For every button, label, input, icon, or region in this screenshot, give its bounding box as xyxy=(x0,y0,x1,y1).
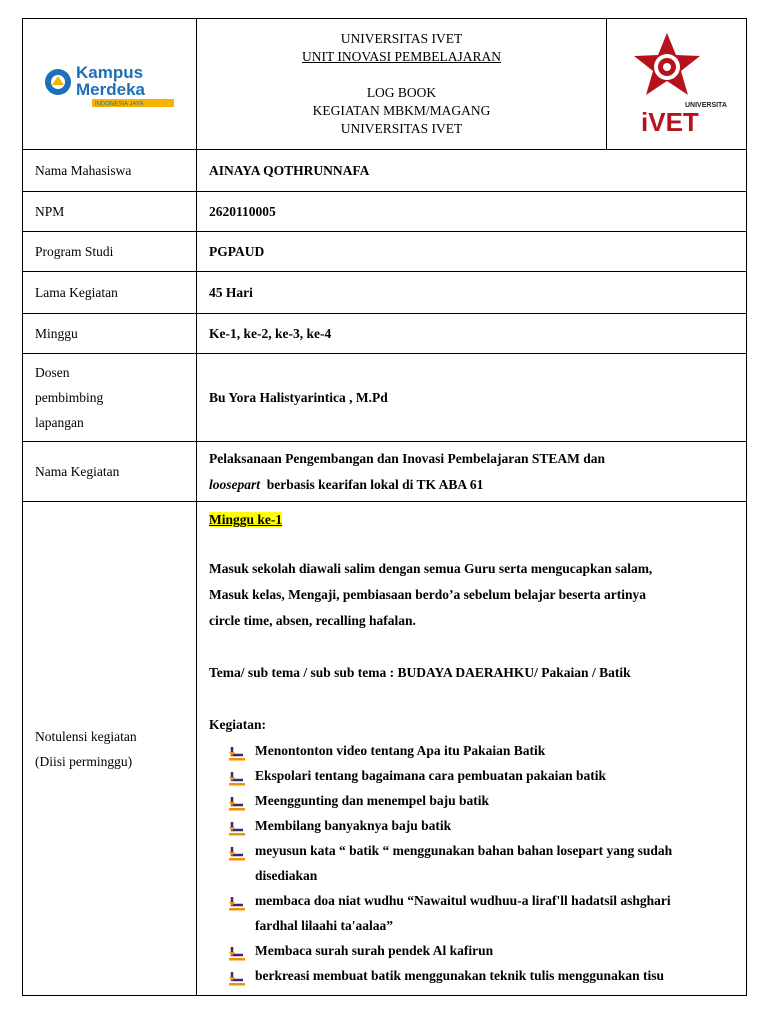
field-value: AINAYA QOTHRUNNAFA xyxy=(197,150,747,192)
arrow-bullet-icon xyxy=(229,944,245,958)
field-row xyxy=(23,192,747,232)
activity-item xyxy=(229,788,734,813)
logo-merdeka-text: Merdeka xyxy=(75,80,145,99)
field-label: Nama Mahasiswa xyxy=(23,150,197,192)
logo-indonesia-jaya-text: INDONESIA JAYA xyxy=(94,101,143,108)
unit-name: UNIT INOVASI PEMBELAJARAN xyxy=(301,49,501,64)
logbook-sheet xyxy=(22,18,746,996)
university-name: UNIVERSITAS IVET xyxy=(340,31,463,46)
activities-heading: Kegiatan: xyxy=(209,717,266,732)
field-label: Minggu xyxy=(23,314,197,354)
activity-text: Ekspolari tentang bagaimana cara pembuatan pakaian batik xyxy=(255,768,607,783)
activity-item xyxy=(229,838,734,863)
dosen-value: Bu Yora Halistyarintica , M.Pd xyxy=(197,354,747,442)
field-value: 2620110005 xyxy=(197,192,747,232)
arrow-bullet-icon xyxy=(229,894,245,908)
activity-item-continuation xyxy=(229,863,734,888)
notes-paragraph-line: Masuk sekolah diawali salim dengan semua Guru serta mengucapkan salam, xyxy=(209,561,653,576)
notes-paragraph-line: circle time, absen, recalling hafalan. xyxy=(209,613,416,628)
arrow-bullet-icon xyxy=(229,744,245,758)
activity-text: Membilang banyaknya baju batik xyxy=(255,818,452,833)
doc-subtitle: KEGIATAN MBKM/MAGANG xyxy=(312,103,491,118)
field-row xyxy=(23,314,747,354)
kegiatan-line xyxy=(209,472,734,498)
dosen-row xyxy=(23,354,747,442)
notulensi-label xyxy=(23,502,197,996)
kegiatan-row xyxy=(23,442,747,502)
activity-item xyxy=(229,963,734,988)
ivet-logo-cell xyxy=(607,19,747,150)
activity-text: Meenggunting dan menempel baju batik xyxy=(255,793,490,808)
field-row xyxy=(23,272,747,314)
kegiatan-line: Pelaksanaan Pengembangan dan Inovasi Pembelajaran STEAM dan xyxy=(209,450,606,466)
loosepart-term: loosepart xyxy=(209,476,261,492)
activity-item xyxy=(229,813,734,838)
field-label: Lama Kegiatan xyxy=(23,272,197,314)
theme-line: Tema/ sub tema / sub sub tema : BUDAYA DAERAHKU/ Pakaian / Batik xyxy=(209,665,631,680)
activity-item xyxy=(229,763,734,788)
arrow-bullet-icon xyxy=(229,819,245,833)
notes-paragraph-line: Masuk kelas, Mengaji, pembiasaan berdo’a sebelum belajar beserta artinya xyxy=(209,587,646,602)
activity-text: berkreasi membuat batik menggunakan teknik tulis menggunakan tisu xyxy=(255,968,664,983)
week-heading: Minggu ke-1 xyxy=(209,512,283,527)
activity-text: membaca doa niat wudhu “Nawaitul wudhuu-a liraf'll hadatsil ashghari xyxy=(255,893,671,908)
ivet-logo-big-text: iVET xyxy=(640,107,699,137)
activity-text: Menontonton video tentang Apa itu Pakaian Batik xyxy=(255,743,546,758)
kegiatan-value xyxy=(197,442,747,502)
activity-text: disediakan xyxy=(255,868,318,883)
notulensi-label-line: Notulensi kegiatan xyxy=(35,728,137,744)
activity-item-continuation xyxy=(229,913,734,938)
field-value: PGPAUD xyxy=(197,232,747,272)
header-title-cell xyxy=(197,19,607,150)
notulensi-content xyxy=(197,502,747,996)
logbook-table xyxy=(22,18,747,996)
ivet-logo xyxy=(627,27,727,137)
field-label: Program Studi xyxy=(23,232,197,272)
dosen-label xyxy=(23,354,197,442)
kegiatan-label: Nama Kegiatan xyxy=(23,442,197,502)
doc-title: LOG BOOK xyxy=(366,85,437,100)
arrow-bullet-icon xyxy=(229,794,245,808)
notulensi-label-line: (Diisi perminggu) xyxy=(35,753,133,769)
activity-text: meyusun kata “ batik “ menggunakan bahan bahan losepart yang sudah xyxy=(255,843,673,858)
dosen-label-line: pembimbing xyxy=(35,390,104,405)
activity-item xyxy=(229,888,734,913)
header-row xyxy=(23,19,747,150)
ivet-logo-small-text: UNIVERSITAS xyxy=(684,102,727,109)
field-value: Ke-1, ke-2, ke-3, ke-4 xyxy=(197,314,747,354)
notulensi-row xyxy=(23,502,747,996)
dosen-label-line: lapangan xyxy=(35,415,84,430)
field-row xyxy=(23,150,747,192)
activity-text: fardhal lilaahi ta'aalaa” xyxy=(255,918,394,933)
field-value: 45 Hari xyxy=(197,272,747,314)
arrow-bullet-icon xyxy=(229,969,245,983)
kegiatan-line-rest: berbasis kearifan lokal di TK ABA 61 xyxy=(260,476,484,492)
field-row xyxy=(23,232,747,272)
activities-list xyxy=(209,738,734,988)
arrow-bullet-icon xyxy=(229,844,245,858)
activity-text: Membaca surah surah pendek Al kafirun xyxy=(255,943,494,958)
activity-item xyxy=(229,938,734,963)
doc-university: UNIVERSITAS IVET xyxy=(340,121,463,136)
logo-kampus-text: Kampus xyxy=(75,63,143,82)
kampus-merdeka-logo xyxy=(40,54,180,110)
dosen-label-line: Dosen xyxy=(35,365,70,380)
field-label: NPM xyxy=(23,192,197,232)
kampus-merdeka-logo-cell xyxy=(23,19,197,150)
activity-item xyxy=(229,738,734,763)
arrow-bullet-icon xyxy=(229,769,245,783)
